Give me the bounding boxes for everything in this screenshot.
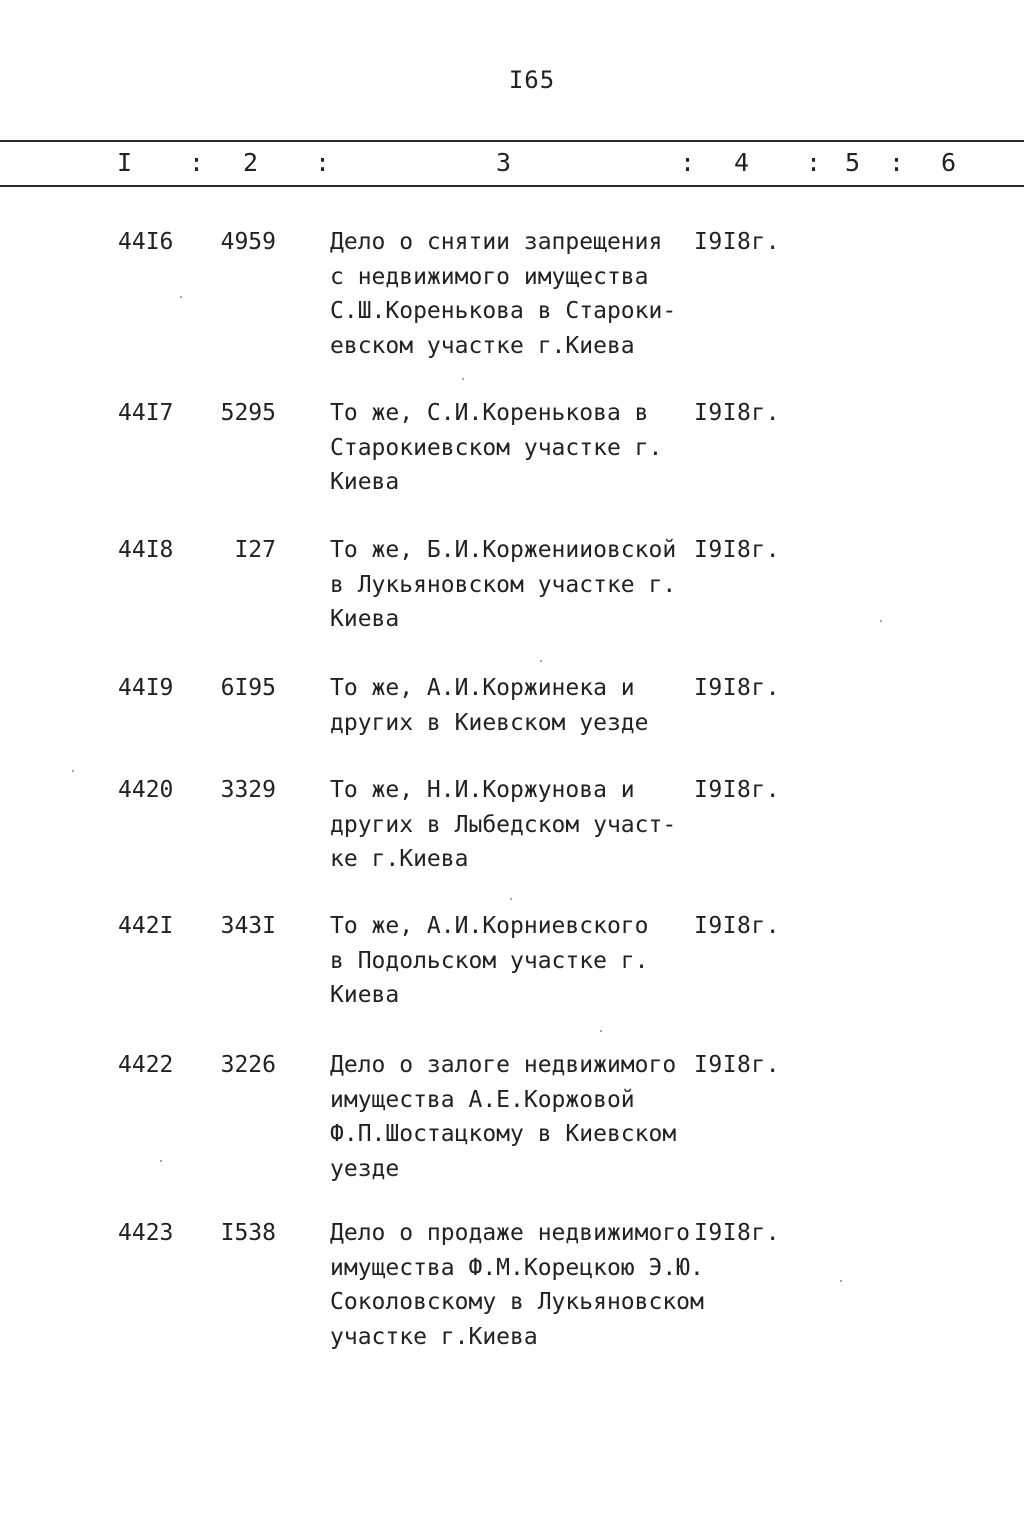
- table-top-rule: [0, 140, 1024, 142]
- record-number: 4423: [118, 1220, 174, 1246]
- description-line: С.Ш.Коренькова в Староки-: [330, 298, 677, 324]
- scan-speck: [600, 1030, 602, 1032]
- description-line: Дело о залоге недвижимого: [330, 1052, 677, 1078]
- case-number: I538: [220, 1220, 276, 1246]
- header-col3: 3: [496, 148, 512, 177]
- scan-speck: [510, 898, 512, 900]
- description-line: То же, А.И.Коржинека и: [330, 675, 635, 701]
- description-line: Дело о продаже недвижимого: [330, 1220, 691, 1246]
- case-description: [330, 909, 649, 1013]
- case-date: I9I8г.: [694, 675, 781, 701]
- case-description: [330, 671, 649, 740]
- description-line: с недвижимого имущества: [330, 263, 649, 290]
- case-number: 3329: [220, 777, 276, 803]
- case-date: I9I8г.: [694, 913, 781, 939]
- header-col4: 4: [734, 148, 750, 177]
- scan-speck: [540, 660, 542, 662]
- record-number: 442I: [118, 913, 174, 939]
- description-line: участке г.Киева: [330, 1323, 538, 1350]
- description-line: имущества А.Е.Коржовой: [330, 1086, 635, 1113]
- record-number: 4422: [118, 1052, 174, 1078]
- case-number: 5295: [220, 400, 276, 426]
- header-col1: I: [117, 148, 133, 177]
- description-line: Соколовскому в Лукьяновском: [330, 1289, 704, 1315]
- scan-speck: [840, 1280, 842, 1282]
- record-number: 44I6: [118, 229, 174, 255]
- header-separator: :: [680, 148, 696, 177]
- description-line: Дело о снятии запрещения: [330, 229, 663, 255]
- header-separator: :: [806, 148, 822, 177]
- case-number: 343I: [220, 913, 276, 939]
- header-separator: :: [189, 148, 205, 177]
- description-line: То же, А.И.Корниевского: [330, 913, 649, 939]
- description-line: уезде: [330, 1155, 400, 1182]
- description-line: ке г.Киева: [330, 846, 469, 872]
- case-number: 3226: [220, 1052, 276, 1078]
- description-line: евском участке г.Киева: [330, 332, 635, 359]
- case-date: I9I8г.: [694, 777, 781, 803]
- table-bottom-rule: [0, 185, 1024, 187]
- description-line: То же, Б.И.Корженииовской: [330, 537, 677, 563]
- description-line: имущества Ф.М.Корецкою Э.Ю.: [330, 1254, 704, 1281]
- case-description: [330, 1216, 704, 1354]
- record-number: 4420: [118, 777, 174, 803]
- scan-speck: [160, 1160, 162, 1162]
- header-separator: :: [889, 148, 905, 177]
- case-date: I9I8г.: [694, 229, 781, 255]
- description-line: других в Киевском уезде: [330, 709, 649, 736]
- header-col6: 6: [941, 148, 957, 177]
- scan-speck: [880, 620, 882, 622]
- case-description: [330, 533, 676, 637]
- description-line: Киева: [330, 469, 400, 495]
- scan-speck: [462, 378, 464, 380]
- case-date: I9I8г.: [694, 1052, 781, 1078]
- case-description: [330, 396, 662, 500]
- description-line: Киева: [330, 606, 400, 632]
- record-number: 44I9: [118, 675, 174, 701]
- description-line: в Подольском участке г.: [330, 947, 649, 974]
- description-line: То же, С.И.Коренькова в: [330, 400, 649, 426]
- header-col5: 5: [845, 148, 861, 177]
- page-number: I65: [508, 66, 556, 94]
- case-date: I9I8г.: [694, 1220, 781, 1246]
- case-number: 6I95: [220, 675, 276, 701]
- description-line: других в Лыбедском участ-: [330, 811, 677, 838]
- description-line: в Лукьяновском участке г.: [330, 571, 677, 598]
- case-description: [330, 225, 676, 363]
- scan-speck: [180, 296, 182, 298]
- case-number: I27: [234, 537, 276, 563]
- description-line: Ф.П.Шостацкому в Киевском: [330, 1121, 677, 1147]
- record-number: 44I8: [118, 537, 174, 563]
- description-line: То же, Н.И.Коржунова и: [330, 777, 635, 803]
- record-number: 44I7: [118, 400, 174, 426]
- case-description: [330, 1048, 676, 1186]
- description-line: Киева: [330, 982, 400, 1008]
- header-separator: :: [315, 148, 331, 177]
- header-col2: 2: [243, 148, 259, 177]
- description-line: Старокиевском участке г.: [330, 434, 663, 461]
- scan-speck: [72, 770, 74, 772]
- case-description: [330, 773, 676, 877]
- case-date: I9I8г.: [694, 400, 781, 426]
- case-date: I9I8г.: [694, 537, 781, 563]
- case-number: 4959: [220, 229, 276, 255]
